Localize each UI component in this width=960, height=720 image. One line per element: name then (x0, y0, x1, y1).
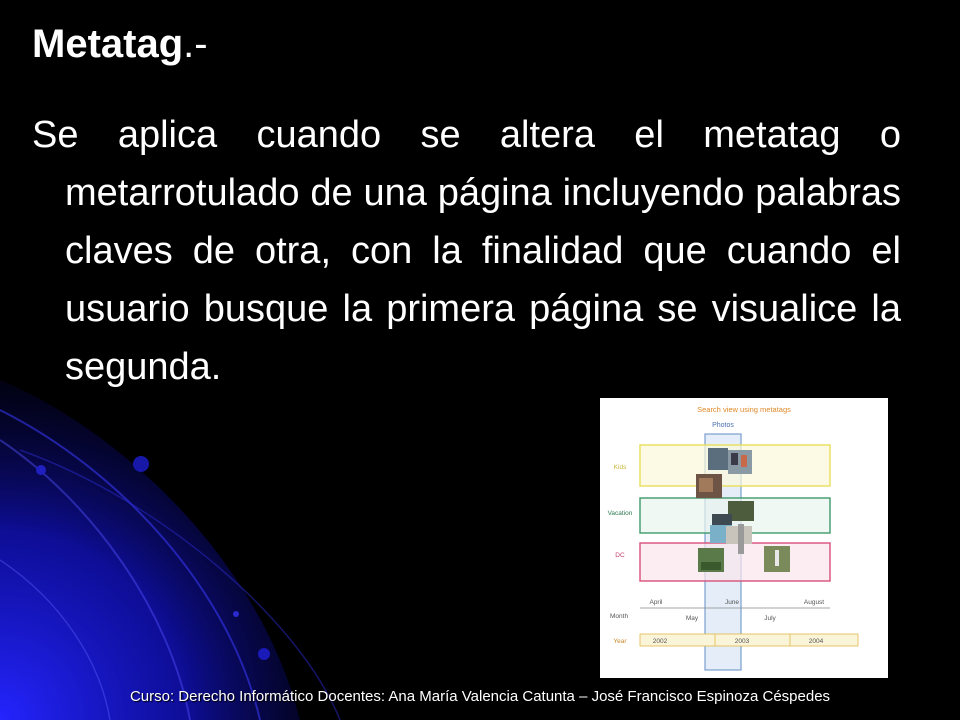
slide-title (32, 20, 208, 68)
month-label-july: July (764, 615, 776, 622)
slide-title-separator: .- (183, 22, 208, 66)
metatag-search-figure (600, 398, 888, 678)
year-label-2004: 2004 (808, 638, 824, 645)
figure-title: Search view using metatags (697, 405, 791, 414)
month-axis-label: Month (610, 613, 629, 620)
row-dc-label: DC (615, 552, 625, 559)
month-label-may: May (685, 615, 699, 622)
row-vacation-label: Vacation (607, 510, 633, 517)
slide-footer: Curso: Derecho Informático Docentes: Ana María Valencia Catunta – José Francisco Espinoza Céspedes (129, 688, 831, 705)
photos-column-label: Photos (712, 422, 734, 429)
slide-title-text: Metatag (32, 22, 184, 66)
year-label-2003: 2003 (734, 638, 750, 645)
row-dc (640, 543, 830, 581)
slide-body-text: Se aplica cuando se altera el metatag o metarrotulado de una página incluyendo palabras claves de otra, con la finalidad que cuando el usuario busque la primera página se visualice la segunda. (32, 114, 901, 388)
row-kids-label: Kids (613, 464, 627, 471)
month-label-august: August (803, 599, 825, 606)
year-label-2002: 2002 (652, 638, 668, 645)
month-label-april: April (649, 599, 663, 606)
month-label-june: June (724, 599, 740, 606)
year-axis-label: Year (613, 638, 627, 645)
